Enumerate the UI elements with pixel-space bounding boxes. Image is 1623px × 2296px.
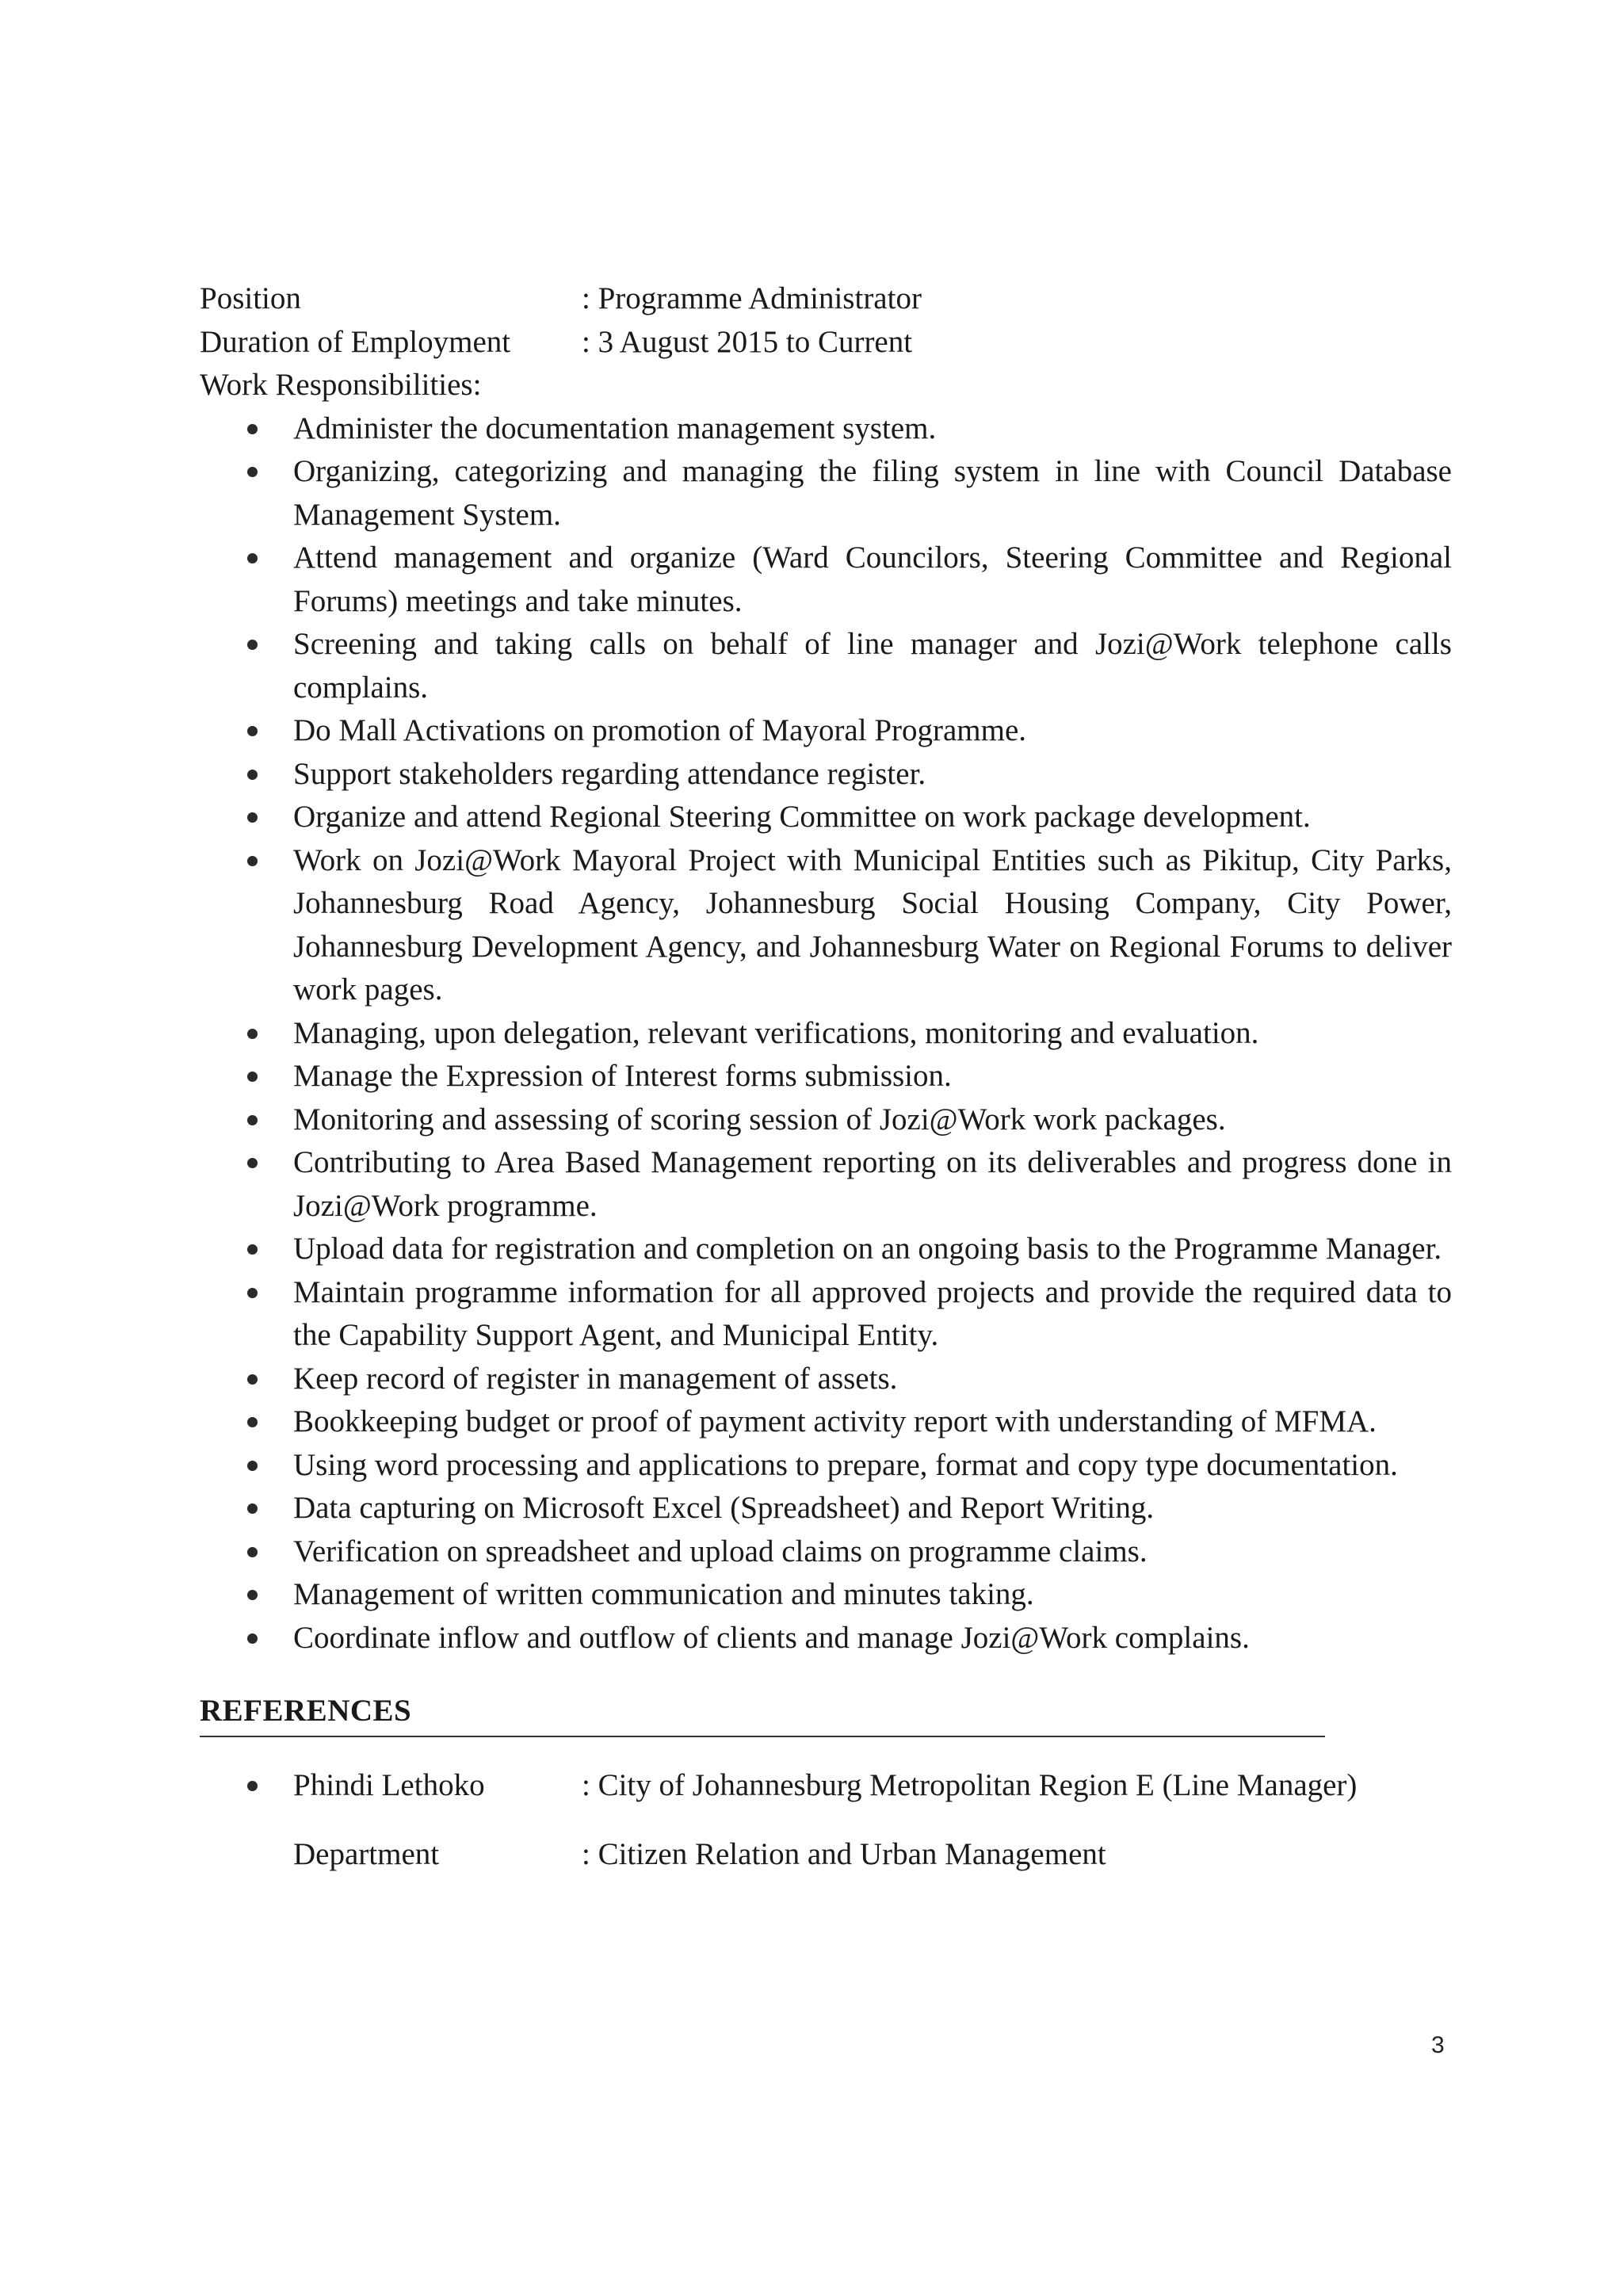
- list-item-text: Upload data for registration and completion on an ongoing basis to the Programme Manager.: [293, 1232, 1442, 1266]
- list-item-text: Manage the Expression of Interest forms submission.: [293, 1059, 952, 1093]
- reference-name-row: [200, 1764, 1452, 1808]
- references-divider: [200, 1736, 1325, 1737]
- bullet-icon: [247, 424, 258, 434]
- list-item: [200, 1141, 1452, 1228]
- list-item: [200, 1228, 1452, 1271]
- bullet-icon: [247, 1374, 258, 1385]
- list-item: [200, 1573, 1452, 1617]
- bullet-icon: [247, 1547, 258, 1557]
- list-item-text: Administer the documentation management system.: [293, 411, 937, 445]
- page-content: [200, 277, 1452, 1876]
- bullet-icon: [247, 1029, 258, 1039]
- list-item: [200, 1358, 1452, 1401]
- bullet-icon: [247, 1417, 258, 1427]
- reference-name: Phindi Lethoko: [293, 1768, 485, 1802]
- bullet-icon: [247, 1288, 258, 1298]
- department-label: Department: [293, 1836, 440, 1871]
- reference-name-value: : City of Johannesburg Metropolitan Region E (Line Manager): [582, 1768, 1358, 1802]
- list-item-text: Do Mall Activations on promotion of Mayoral Programme.: [293, 713, 1027, 747]
- list-item-text: Screening and taking calls on behalf of line manager and Jozi@Work telephone calls complains.: [293, 627, 1452, 705]
- list-item: [200, 1055, 1452, 1098]
- list-item-text: Bookkeeping budget or proof of payment activity report with understanding of MFMA.: [293, 1404, 1377, 1438]
- list-item-text: Work on Jozi@Work Mayoral Project with Municipal Entities such as Pikitup, City Parks, Johannesburg Road Agency, Johannesburg Social Housing Company, City Power, Johannesburg Development Agency, and Johannesburg Water on Regional Forums to deliver work pages.: [293, 842, 1452, 1007]
- page-number: 3: [1431, 2032, 1445, 2058]
- bullet-icon: [247, 726, 258, 736]
- list-item-text: Contributing to Area Based Management reporting on its deliverables and progress done in Jozi@Work programme.: [293, 1145, 1452, 1223]
- bullet-icon: [247, 640, 258, 650]
- responsibilities-heading-row: [200, 364, 1452, 407]
- position-row: [200, 277, 1452, 321]
- list-item-text: Management of written communication and minutes taking.: [293, 1577, 1034, 1611]
- list-item: [200, 753, 1452, 797]
- list-item-text: Coordinate inflow and outflow of clients and manage Jozi@Work complains.: [293, 1620, 1250, 1655]
- position-value: : Programme Administrator: [582, 281, 922, 315]
- list-item: [200, 407, 1452, 451]
- bullet-icon: [247, 1781, 258, 1791]
- list-item: [200, 1444, 1452, 1488]
- list-item-text: Verification on spreadsheet and upload claims on programme claims.: [293, 1534, 1148, 1568]
- list-item-text: Attend management and organize (Ward Councilors, Steering Committee and Regional Forums) meetings and take minutes.: [293, 541, 1452, 618]
- list-item: [200, 1012, 1452, 1056]
- responsibilities-list: [200, 407, 1452, 1660]
- bullet-icon: [247, 1244, 258, 1255]
- list-item: [200, 1271, 1452, 1358]
- bullet-icon: [247, 1633, 258, 1644]
- bullet-icon: [247, 1590, 258, 1600]
- list-item-text: Keep record of register in management of assets.: [293, 1361, 898, 1396]
- list-item-text: Data capturing on Microsoft Excel (Spreadsheet) and Report Writing.: [293, 1491, 1155, 1525]
- list-item-text: Using word processing and applications to prepare, format and copy type documentation.: [293, 1447, 1398, 1482]
- list-item-text: Organize and attend Regional Steering Committee on work package development.: [293, 800, 1311, 834]
- list-item: [200, 1617, 1452, 1660]
- bullet-icon: [247, 467, 258, 477]
- bullet-icon: [247, 770, 258, 780]
- list-item: [200, 450, 1452, 537]
- bullet-icon: [247, 553, 258, 563]
- responsibilities-label: Work Responsibilities:: [200, 368, 482, 402]
- list-item-text: Support stakeholders regarding attendance register.: [293, 756, 926, 791]
- list-item: [200, 709, 1452, 753]
- list-item-text: Organizing, categorizing and managing the filing system in line with Council Database Management System.: [293, 454, 1452, 532]
- list-item-text: Managing, upon delegation, relevant verifications, monitoring and evaluation.: [293, 1015, 1259, 1050]
- reference-department-row: [200, 1833, 1452, 1877]
- position-label: Position: [200, 281, 301, 315]
- duration-value: : 3 August 2015 to Current: [582, 324, 913, 359]
- list-item: [200, 1400, 1452, 1444]
- list-item: [200, 537, 1452, 623]
- list-item-text: Maintain programme information for all approved projects and provide the required data to the Capability Support Agent, and Municipal Entity.: [293, 1274, 1452, 1352]
- duration-label: Duration of Employment: [200, 324, 511, 359]
- bullet-icon: [247, 1461, 258, 1471]
- bullet-icon: [247, 1503, 258, 1514]
- list-item: [200, 839, 1452, 1012]
- bullet-icon: [247, 1115, 258, 1125]
- bullet-icon: [247, 1072, 258, 1082]
- list-item: [200, 1487, 1452, 1530]
- list-item-text: Monitoring and assessing of scoring session of Jozi@Work work packages.: [293, 1102, 1226, 1137]
- list-item: [200, 796, 1452, 839]
- duration-row: [200, 321, 1452, 365]
- department-value: : Citizen Relation and Urban Management: [582, 1836, 1106, 1871]
- list-item: [200, 1530, 1452, 1574]
- list-item: [200, 623, 1452, 709]
- bullet-icon: [247, 812, 258, 823]
- bullet-icon: [247, 856, 258, 866]
- list-item: [200, 1098, 1452, 1142]
- references-heading: REFERENCES: [200, 1694, 412, 1728]
- bullet-icon: [247, 1158, 258, 1168]
